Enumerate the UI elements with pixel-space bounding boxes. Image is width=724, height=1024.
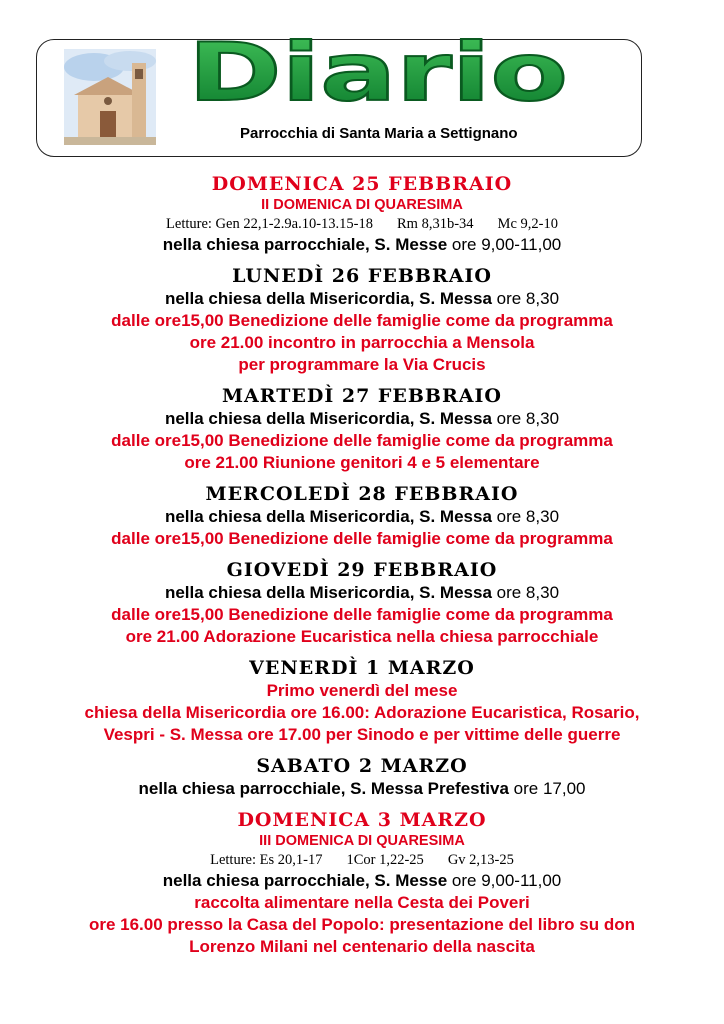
day-subtitle: II DOMENICA DI QUARESIMA [261,197,463,213]
note-line: ore 16.00 presso la Casa del Popolo: presentazione del libro su don [88,915,636,934]
readings: Letture: Es 20,1-17 1Cor 1,22-25 Gv 2,13-25 [210,852,514,868]
mass-line: nella chiesa parrocchiale, S. Messa Prefestiva ore 17,00 [138,779,586,798]
note-line: dalle ore15,00 Benedizione delle famiglie come da programma [111,311,613,330]
day-title: SABATO 2 MARZO [256,755,468,777]
note-line: ore 21.00 Riunione genitori 4 e 5 elementare [184,453,540,472]
day-section [20,558,704,648]
mass-line: nella chiesa parrocchiale, S. Messe ore 9,00-11,00 [162,871,562,890]
note-line: Vespri - S. Messa ore 17.00 per Sinodo e per vittime delle guerre [103,725,621,744]
day-title: MARTEDÌ 27 FEBBRAIO [222,385,502,407]
mass-line: nella chiesa della Misericordia, S. Messa ore 8,30 [164,409,560,428]
note-line: dalle ore15,00 Benedizione delle famiglie come da programma [111,605,613,624]
note-line: Lorenzo Milani nel centenario della nascita [189,937,535,956]
day-section [20,384,704,474]
svg-text:Diario: Diario [188,38,568,110]
readings: Letture: Gen 22,1-2.9a.10-13.15-18 Rm 8,31b-34 Mc 9,2-10 [166,216,558,232]
note-line: Primo venerdì del mese [266,681,458,700]
mass-line: nella chiesa della Misericordia, S. Messa ore 8,30 [164,289,560,308]
note-line: ore 21.00 incontro in parrocchia a Mensola [189,333,535,352]
note-line: chiesa della Misericordia ore 16.00: Adorazione Eucaristica, Rosario, [84,703,640,722]
day-section [20,172,704,256]
note-line: raccolta alimentare nella Cesta dei Poveri [194,893,530,912]
note-line: per programmare la Via Crucis [238,355,486,374]
note-line: dalle ore15,00 Benedizione delle famiglie come da programma [111,431,613,450]
day-section [20,754,704,800]
day-title: DOMENICA 3 MARZO [237,809,487,831]
day-section [20,808,704,958]
day-title: DOMENICA 25 FEBBRAIO [211,173,513,195]
diario-logo [178,38,578,110]
day-section [20,264,704,376]
note-line: dalle ore15,00 Benedizione delle famiglie come da programma [111,529,613,548]
mass-line: nella chiesa della Misericordia, S. Messa ore 8,30 [164,583,560,602]
day-section [20,482,704,550]
parish-name: Parrocchia di Santa Maria a Settignano [240,125,518,142]
mass-line: nella chiesa della Misericordia, S. Messa ore 8,30 [164,507,560,526]
day-title: MERCOLEDÌ 28 FEBBRAIO [205,483,519,505]
note-line: ore 21.00 Adorazione Eucaristica nella chiesa parrocchiale [125,627,599,646]
day-section [20,656,704,746]
day-subtitle: III DOMENICA DI QUARESIMA [259,833,465,849]
church-illustration [64,49,156,145]
day-title: VENERDÌ 1 MARZO [249,657,475,679]
schedule [20,172,704,958]
day-title: GIOVEDÌ 29 FEBBRAIO [226,559,498,581]
day-title: LUNEDÌ 26 FEBBRAIO [232,265,492,287]
mass-line: nella chiesa parrocchiale, S. Messe ore 9,00-11,00 [162,235,562,254]
